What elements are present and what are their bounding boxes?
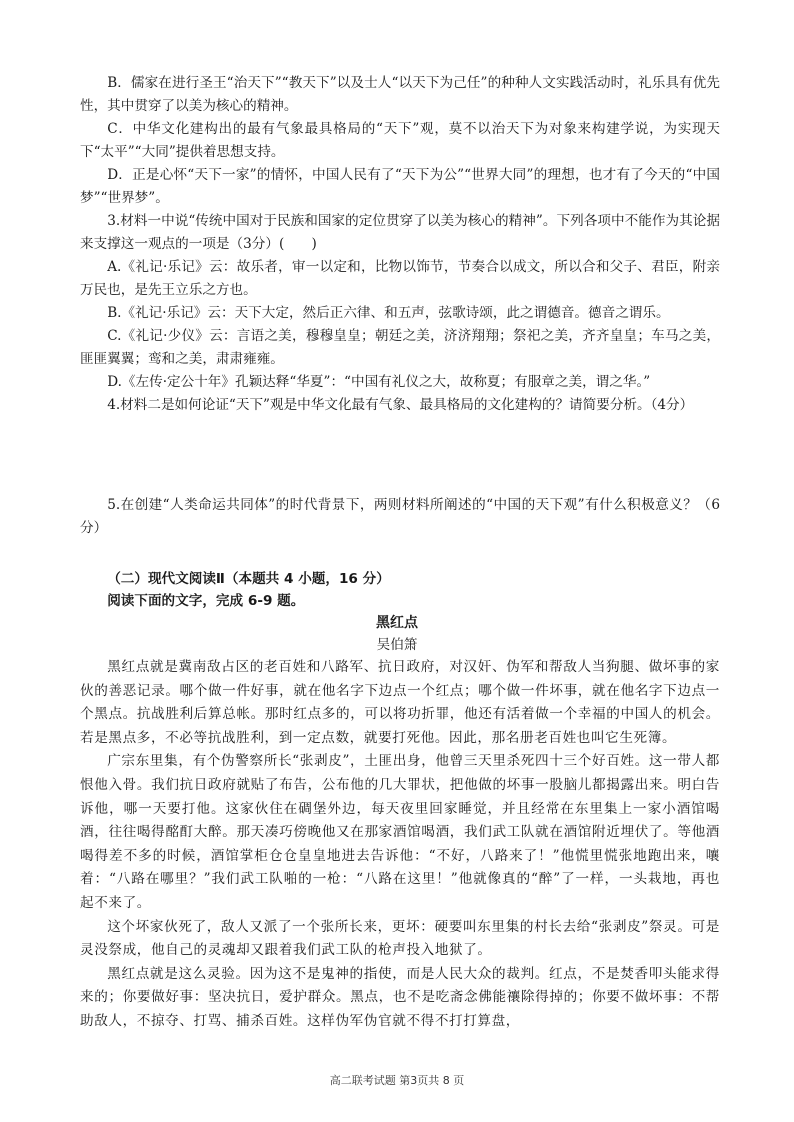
question-5-block [80, 494, 720, 540]
option-d: D．正是心怀“天下一家”的情怀，中国人民有了“天下为公”“世界大同”的理想，也才有了今天的“中国梦”“世界梦”。 [80, 167, 720, 206]
page-footer: 高二联考试题 第3页共 8 页 [329, 1074, 465, 1087]
story-paragraph: 这个坏家伙死了，敌人又派了一个张所长来，更坏：硬要叫东里集的村长去给“张剥皮”祭灵。可是灵没祭成，他自己的灵魂却又跟着我们武工队的枪声投入地狱了。 [80, 918, 720, 959]
section-instruction: 阅读下面的文字，完成 6-9 题。 [107, 593, 305, 609]
story-author: 吴伯箫 [376, 637, 418, 653]
section-heading-block [80, 568, 720, 612]
story-paragraph: 黑红点就是这么灵验。因为这不是鬼神的指使，而是人民大众的裁判。红点，不是焚香叩头能求得来的；你要做好事：坚决抗日，爱护群众。黑点，也不是吃斋念佛能禳除得掉的；你要不做坏事：不帮助敌人，不掠夺、打骂、捕杀百姓。这样伪军伪官就不得不打打算盘， [80, 965, 720, 1029]
q3-option-d: D.《左传·定公十年》孔颖达释“华夏”：“中国有礼仪之大，故称夏；有服章之美，谓之华。” [107, 374, 651, 390]
q3-option-c: C.《礼记·少仪》云：言语之美，穆穆皇皇；朝廷之美，济济翔翔；祭祀之美，齐齐皇皇；车马之美，匪匪翼翼；鸾和之美，肃肃雍雍。 [80, 328, 720, 367]
section-heading: （二）现代文阅读Ⅱ（本题共 4 小题，16 分） [107, 571, 390, 587]
options-block [80, 72, 720, 417]
q3-option-b: B.《礼记·乐记》云：天下大定，然后正六律、和五声，弦歌诗颂，此之谓德音。德音之谓乐。 [107, 305, 670, 321]
q3-option-a: A.《礼记·乐记》云：故乐者，审一以定和，比物以饰节，节奏合以成文，所以合和父子、君臣，附亲万民也，是先王立乐之方也。 [80, 259, 720, 298]
question-3: 3.材料一中说“传统中国对于民族和国家的定位贯穿了以美为核心的精神”。下列各项中不能作为其论据来支撑这一观点的一项是（3分）( ) [80, 213, 720, 252]
question-5: 5.在创建“人类命运共同体”的时代背景下，两则材料所阐述的“中国的天下观”有什么积极意义？（6分） [80, 497, 720, 536]
option-b: B．儒家在进行圣王“治天下”“教天下”以及士人“以天下为己任”的种种人文实践活动时，礼乐具有优先性，其中贯穿了以美为核心的精神。 [80, 75, 720, 114]
story-title: 黑红点 [376, 615, 418, 631]
story-body [80, 656, 720, 1034]
story-paragraph: 广宗东里集，有个伪警察所长“张剥皮”，土匪出身，他曾三天里杀死四十三个好百姓。这一带人都恨他入骨。我们抗日政府就贴了布告，公布他的几大罪状，把他做的坏事一股脑儿都揭露出来。明白告诉他，哪一天要打他。这家伙住在碉堡外边，每天夜里回家睡觉，并且经常在东里集上一家小酒馆喝酒，往往喝得酩酊大醉。那天凑巧傍晚他又在那家酒馆喝酒，我们武工队就在酒馆附近埋伏了。等他酒喝得差不多的时候，酒馆掌柜仓仓皇皇地进去告诉他：“不好，八路来了！”他慌里慌张地跑出来，嚷着：“八路在哪里？”我们武工队啪的一枪：“八路在这里！”他就像真的“醉”了一样，一头栽地，再也起不来了。 [80, 753, 720, 911]
story-paragraph: 黑红点就是冀南敌占区的老百姓和八路军、抗日政府，对汉奸、伪军和帮敌人当狗腿、做坏事的家伙的善恶记录。哪个做一件好事，就在他名字下边点一个红点；哪个做一件坏事，就在他名字下边点一个黑点。抗战胜利后算总帐。那时红点多的，可以将功折罪，他还有活着做一个幸福的中国人的机会。若是黑点多，不必等抗战胜利，到一定点数，就要打死他。因此，那名册老百姓也叫它生死簿。 [80, 659, 720, 746]
question-4: 4.材料二是如何论证“天下”观是中华文化最有气象、最具格局的文化建构的？请简要分析。（4分） [107, 397, 694, 413]
option-c: C．中华文化建构出的最有气象最具格局的“天下”观，莫不以治天下为对象来构建学说，为实现天下“太平”“大同”提供着思想支持。 [80, 121, 720, 160]
